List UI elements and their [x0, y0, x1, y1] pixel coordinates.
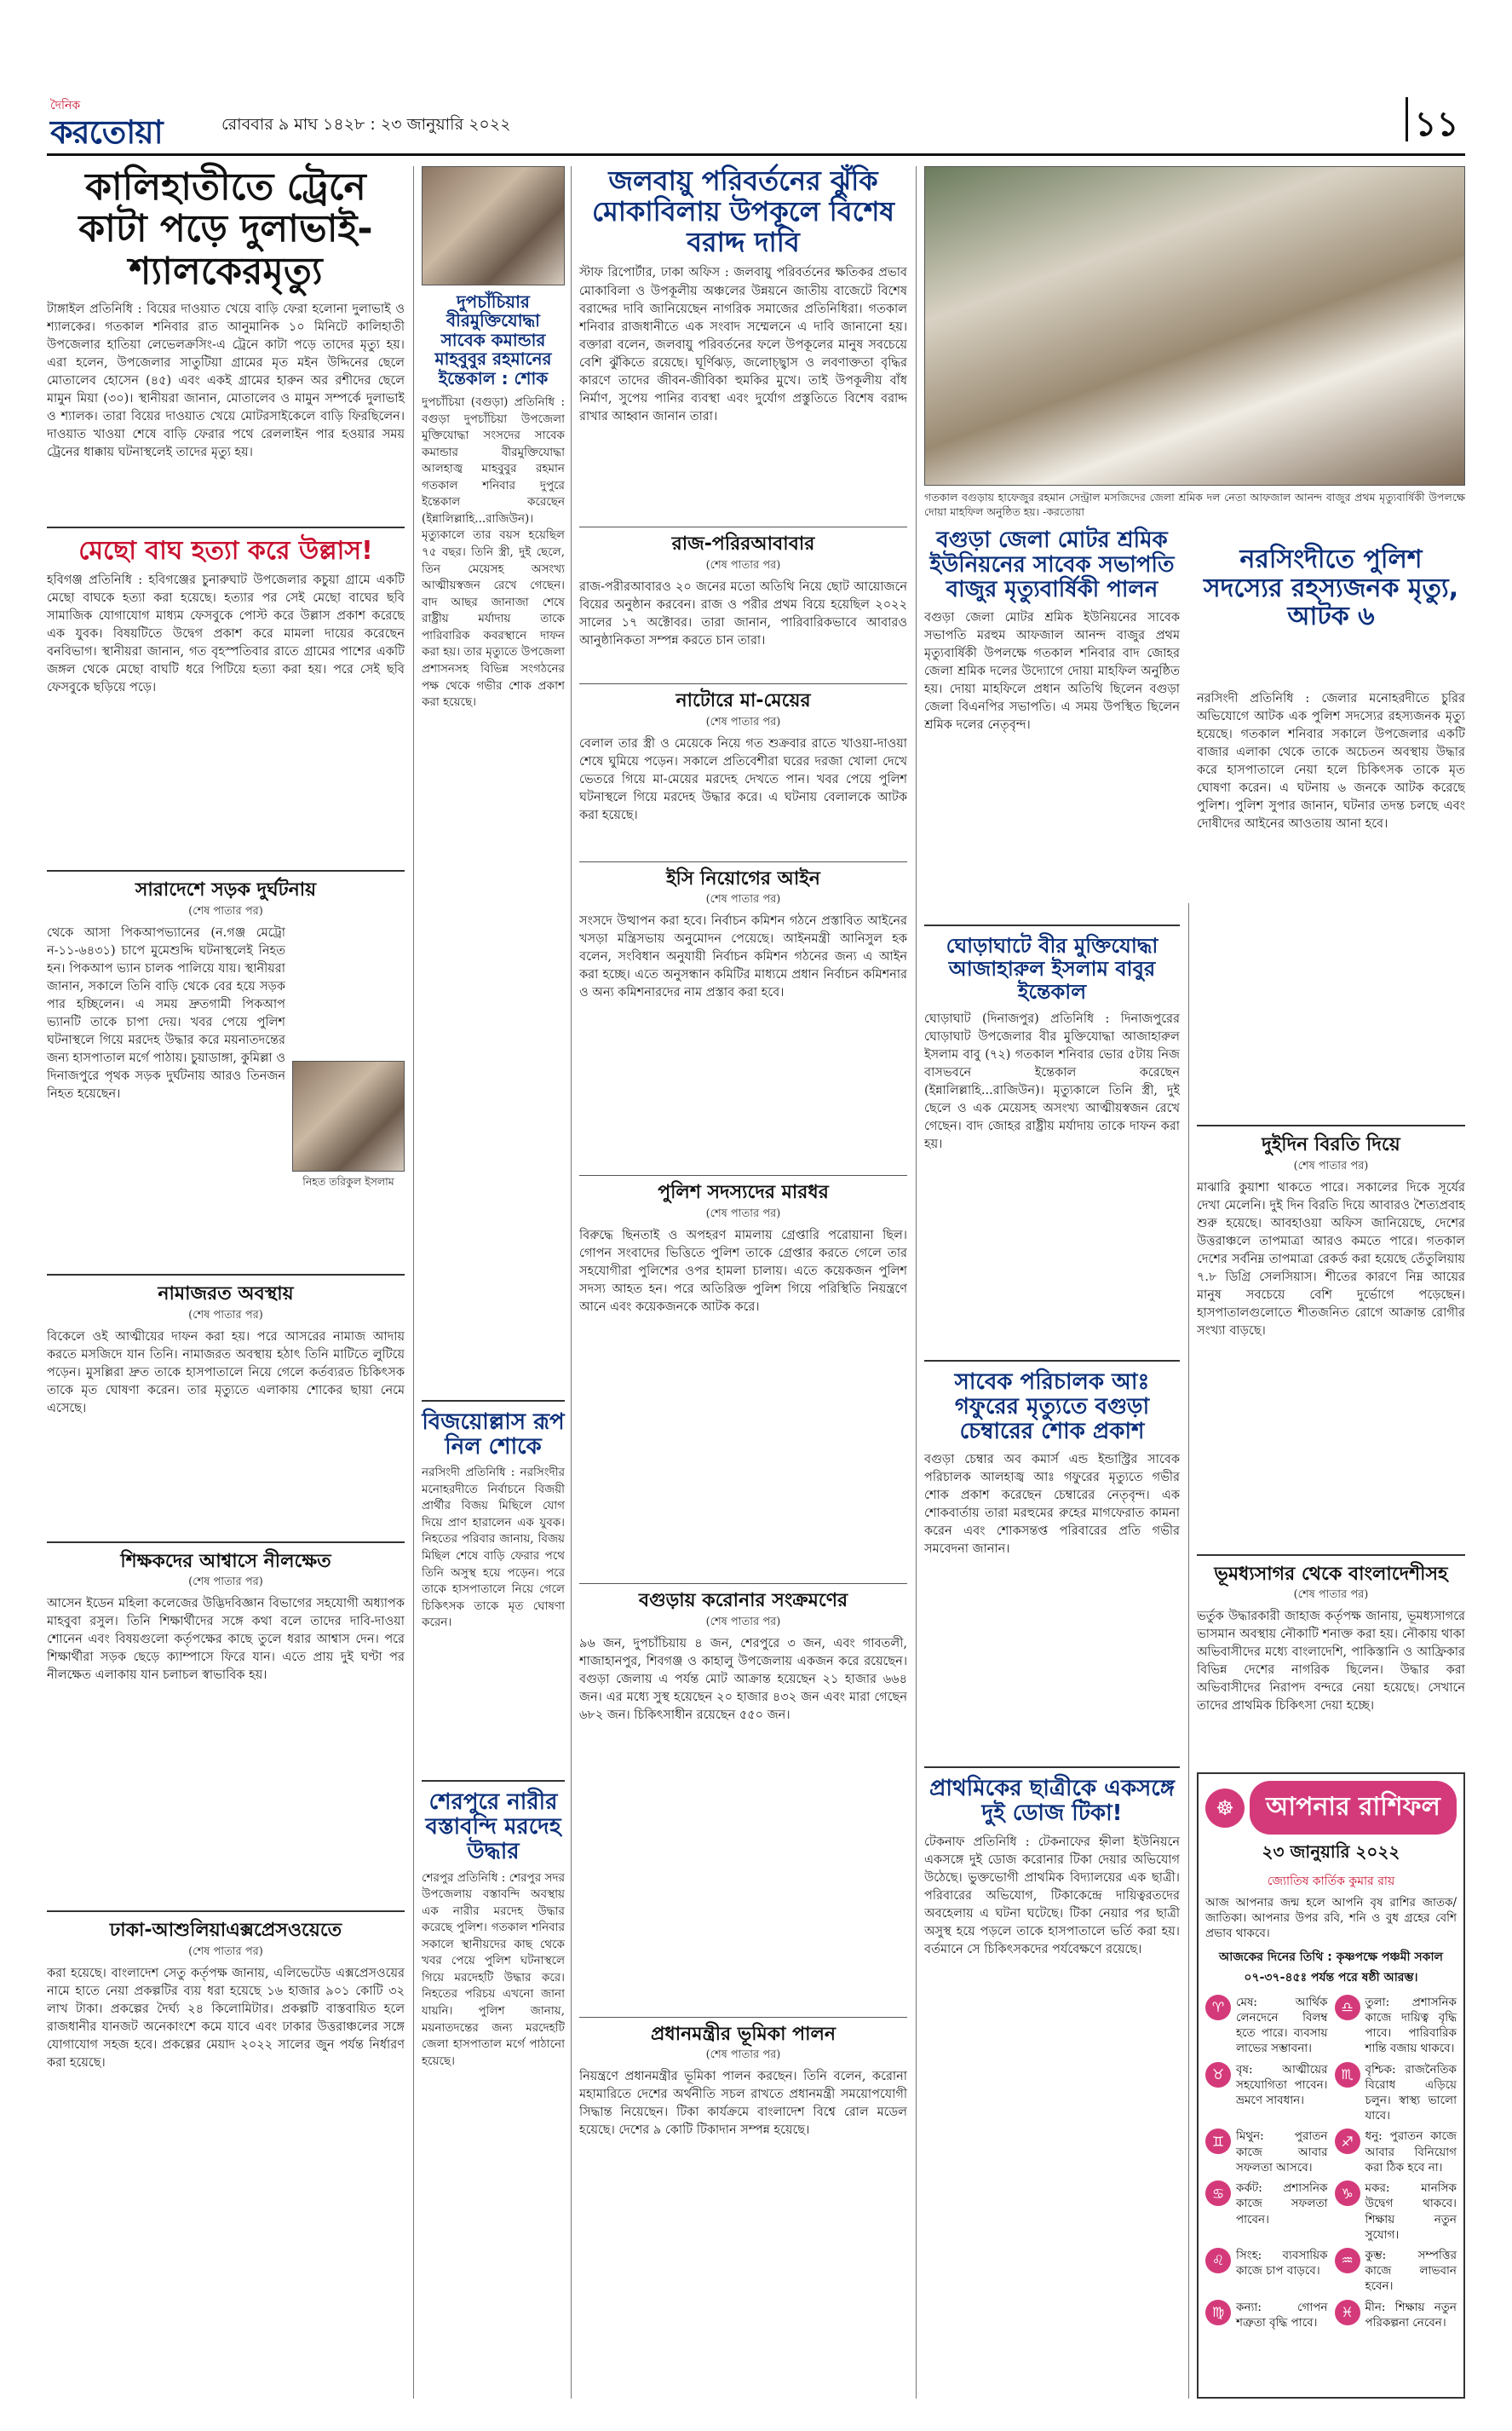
headline-weather: দুইদিন বিরতি দিয়ে — [1262, 1134, 1400, 1155]
zodiac-sign-item — [1205, 2129, 1328, 2175]
story-schoolgirl-body: টেকনাফ প্রতিনিধি : টেকনাফের হ্নীলা ইউনিয়নে একসঙ্গে দুই ডোজ করোনার টিকা দেয়ার অভিযোগ উঠেছে। ভুক্তভোগী প্রাথমিক বিদ্যালয়ের এক ছাত্রী। পরিবারের অভিযোগ, টিকাকেন্দ্রে দায়িত্বরতদের অবহেলায় এ ঘটনা ঘটেছে। টিকা নেয়ার পর ছাত্রী অসুস্থ হয়ে পড়লে তাকে হাসপাতালে ভর্তি করা হয়। বর্তমানে সে চিকিৎসকদের পর্যবেক্ষণে রয়েছে। — [924, 1835, 1180, 1956]
continued-label: (শেষ পাতার পর) — [705, 559, 781, 573]
zodiac-sign-item — [1335, 2129, 1457, 2175]
headline-sherpur: শেরপুরে নারীর বস্তাবন্দি মরদেহ উদ্ধার — [425, 1789, 561, 1865]
zodiac-sign-item — [1205, 2180, 1328, 2243]
rashifal-author: জ্যোতিষ কার্তিক কুমার রায় — [1267, 1875, 1395, 1888]
rashifal-title: আপনার রাশিফল — [1250, 1781, 1457, 1835]
zodiac-sign-item — [1205, 1995, 1328, 2057]
divider — [47, 870, 405, 872]
zodiac-symbol-icon: ♍ — [1205, 2300, 1231, 2325]
story-weather-body: মাঝারি কুয়াশা থাকতে পারে। সকালের দিকে সূর্যের দেখা মেলেনি। দুই দিন বিরতি দিয়ে আবারও শৈত্যপ্রবাহ শুরু হয়েছে। আবহাওয়া অফিস জানিয়েছে, দেশের উত্তরাঞ্চলে তাপমাত্রা আরও কমতে পারে। গতকাল দেশের সর্বনিম্ন তাপমাত্রা রেকর্ড করা হয়েছে তেঁতুলিয়ায় ৭.৮ ডিগ্রি সেলসিয়াস। শীতের কারণে নিম্ন আয়ের মানুষ সবচেয়ে বেশি দুর্ভোগে পড়েছেন। হাসপাতালগুলোতে শীতজনিত রোগে আক্রান্ত রোগীর সংখ্যা বাড়ছে। — [1197, 1180, 1465, 1338]
continued-label: (শেষ পাতার পর) — [1293, 1159, 1369, 1172]
column-divider — [413, 166, 414, 2399]
zodiac-symbol-icon: ♐ — [1335, 2129, 1360, 2154]
zodiac-sign-item — [1335, 2180, 1457, 2243]
zodiac-sign-item — [1205, 2062, 1328, 2124]
zodiac-sign-item — [1205, 2248, 1328, 2295]
divider — [924, 1360, 1180, 1362]
column-2 — [422, 166, 565, 2245]
zodiac-sign-text: তুলা: প্রশাসনিক কাজে দায়িত্ব বৃদ্ধি পাবে। পারিবারিক শান্তি বজায় থাকবে। — [1365, 1995, 1457, 2056]
continued-label: (শেষ পাতার পর) — [705, 1207, 781, 1220]
headline-climate: জলবায়ু পরিবর্তনের ঝুঁকি মোকাবিলায় উপকূলে বিশেষ বরাদ্দ দাবি — [591, 164, 895, 258]
zodiac-sign-text: মেষ: আর্থিক লেনদেনে বিলম্ব হতে পারে। ব্যবসায় লাভের সম্ভাবনা। — [1236, 1995, 1328, 2056]
divider — [579, 861, 907, 862]
story-road-body: থেকে আসা পিকআপভ্যানের (ন.গঞ্জ মেট্রো ন-১১-৬৪৩১) চাপে মুমেশুদ্দি ঘটনাস্থলেই নিহত হন। পিকআপ ভ্যান চালক পালিয়ে যায়। স্থানীয়রা জানান, সকালে তিনি বাড়ি থেকে বের হয়ে সড়ক পার হচ্ছিলেন। এ সময় দ্রুতগামী পিকআপ ভ্যানটি তাকে চাপা দেয়। খবর পেয়ে পুলিশ ঘটনাস্থলে গিয়ে মরদেহ উদ্ধার করে ময়নাতদন্তের জন্য হাসপাতাল মর্গে পাঠায়। চুয়াডাঙ্গা, কুমিল্লা ও দিনাজপুরে পৃথক সড়ক দুর্ঘটনায় আরও তিনজন নিহত হয়েছেন। — [47, 926, 285, 1102]
column-divider — [571, 166, 572, 2399]
story-pm-body: নিয়ন্ত্রণে প্রধানমন্ত্রীর ভূমিকা পালন করছেন। তিনি বলেন, করোনা মহামারিতে দেশের অর্থনীতি সচল রাখতে প্রধানমন্ত্রী সময়োপযোগী সিদ্ধান্ত নিয়েছেন। টিকা কার্যক্রমে বাংলাদেশ বিশ্বে রোল মডেল হয়েছে। দেশের ৯ কোটি টিকাদান সম্পন্ন হয়েছে। — [579, 2070, 907, 2138]
headline-gofur: সাবেক পরিচালক আঃ গফুরের মৃত্যুতে বগুড়া চেম্বারের শোক প্রকাশ — [954, 1368, 1150, 1445]
headline-pm: প্রধানমন্ত্রীর ভূমিকা পালন — [651, 2023, 836, 2045]
divider — [47, 1274, 405, 1276]
zodiac-wheel-icon: ☸ — [1205, 1789, 1245, 1828]
divider — [924, 1766, 1180, 1768]
headline-covid: বগুড়ায় করোনার সংক্রমণের — [638, 1589, 848, 1611]
zodiac-symbol-icon: ♎ — [1335, 1995, 1360, 2020]
headline-narsingdi: নরসিংদীতে পুলিশ সদস্যের রহস্যজনক মৃত্যু, আটক ৬ — [1203, 544, 1459, 632]
continued-label: (শেষ পাতার পর) — [1293, 1588, 1369, 1602]
zodiac-symbol-icon: ♑ — [1335, 2180, 1360, 2206]
newspaper-logo — [47, 94, 200, 151]
zodiac-sign-text: মিথুন: পুরাতন কাজে আবার সফলতা আসবে। — [1236, 2129, 1328, 2175]
page-number: ১১ — [1406, 97, 1465, 141]
zodiac-symbol-icon: ♒ — [1335, 2248, 1360, 2273]
story-natore-body: বেলাল তার স্ত্রী ও মেয়েকে নিয়ে গত শুক্রবার রাতে খাওয়া-দাওয়া শেষে ঘুমিয়ে পড়েন। সকালে প্রতিবেশীরা ঘরের দরজা খোলা দেখে ভেতরে গিয়ে মা-মেয়ের মরদেহ দেখতে পান। খবর পেয়ে পুলিশ ঘটনাস্থলে গিয়ে মরদেহ উদ্ধার করে। এ ঘটনায় বেলালকে আটক করা হয়েছে। — [579, 736, 907, 822]
headline-prayer: নামাজরত অবস্থায় — [158, 1283, 294, 1305]
zodiac-sign-text: কুম্ভ: সম্পত্তির কাজে লাভবান হবেন। — [1365, 2248, 1457, 2294]
mosque-gathering-photo — [924, 166, 1465, 486]
story-tiger-body: হবিগঞ্জ প্রতিনিধি : হবিগঞ্জের চুনারুঘাট উপজেলার কচুয়া গ্রামে একটি মেছো বাঘকে হত্যা করা হয়েছে। হত্যার পর সেই মেছো বাঘের ছবি সামাজিক যোগাযোগ মাধ্যম ফেসবুকে পোস্ট করে উল্লাস প্রকাশ করেছে এক যুবক। বিষয়টিতে উদ্বেগ প্রকাশ করে মামলা দায়ের করেছেন বনবিভাগ। স্থানীয়রা জানান, গত বৃহস্পতিবার রাতে গ্রামের পাশের একটি জঙ্গল থেকে মেছো বাঘটি ধরে পিটিয়ে হত্যা করা হয়। পরে সেই ছবি ফেসবুকে ছড়িয়ে পড়ে। — [47, 573, 405, 695]
story-prayer-body: বিকেলে ওই আত্মীয়ের দাফন করা হয়। পরে আসরের নামাজ আদায় করতে মসজিদে যান তিনি। নামাজরত অবস্থায় হঠাৎ তিনি মাটিতে লুটিয়ে পড়েন। মুসল্লিরা দ্রুত তাকে হাসপাতালে নিয়ে গেলে কর্তব্যরত চিকিৎসক তাকে মৃত ঘোষণা করেন। তার মৃত্যুতে এলাকায় শোকের ছায়া নেমে এসেছে। — [47, 1329, 405, 1415]
story-bijoy-body: নরসিংদী প্রতিনিধি : নরসিংদীর মনোহরদীতে নির্বাচনে বিজয়ী প্রার্থীর বিজয় মিছিলে যোগ দিয়ে প্রাণ হারালেন এক যুবক। নিহতের পরিবার জানায়, বিজয় মিছিল শেষে বাড়ি ফেরার পথে তিনি অসুস্থ হয়ে পড়েন। পরে তাকে হাসপাতালে নিয়ে গেলে চিকিৎসক তাকে মৃত ঘোষণা করেন। — [422, 1466, 565, 1630]
headline-ec: ইসি নিয়োগের আইন — [666, 867, 820, 890]
zodiac-symbol-icon: ♉ — [1205, 2062, 1231, 2088]
story-ocean-body: ভর্তুক উদ্ধারকারী জাহাজ কর্তৃপক্ষ জানায়, ভূমধ্যসাগরে ভাসমান অবস্থায় নৌকাটি শনাক্ত করা হয়। নৌকায় থাকা অভিবাসীদের মধ্যে বাংলাদেশি, পাকিস্তানি ও আফ্রিকার বিভিন্ন দেশের নাগরিক ছিলেন। উদ্ধার করা অভিবাসীদের নিরাপদ বন্দরে নেয়া হয়েছে। সেখানে তাদের প্রাথমিক চিকিৎসা দেয়া হচ্ছে। — [1197, 1610, 1465, 1714]
mosque-photo-block — [924, 166, 1465, 520]
column-5-body — [1197, 690, 1465, 1821]
divider — [422, 1780, 565, 1782]
headline-worker: বগুড়া জেলা মোটর শ্রমিক ইউনিয়নের সাবেক সভাপতি বাজুর মৃত্যুবার্ষিকী পালন — [929, 527, 1175, 603]
story-teacher-body: আসেন ইডেন মহিলা কলেজের উদ্ভিদবিজ্ঞান বিভাগের সহযোগী অধ্যাপক মাহবুবা রসুল। তিনি শিক্ষার্থীদের সঙ্গে কথা বলে তাদের দাবি-দাওয়া শোনেন এবং বিষয়গুলো কর্তৃপক্ষের কাছে তুলে ধরার আশ্বাস দেন। পরে শিক্ষার্থীরা সড়ক ছেড়ে ক্যাম্পাসে ফিরে যান। এতে প্রায় দুই ঘণ্টা পর নীলক্ষেত এলাকায় যান চলাচল স্বাভাবিক হয়। — [47, 1597, 405, 1683]
story-rajshahi-body: রাজ-পরীরআবারও ২০ জনের মতো অতিথি নিয়ে ছোট আয়োজনে বিয়ের অনুষ্ঠান করবেন। রাজ ও পরীর প্রথম বিয়ে হয়েছিল ২০২২ সালের ১৭ অক্টোবর। তারা জানান, পারিবারিকভাবে আবারও আনুষ্ঠানিকতা সম্পন্ন করতে চান তারা। — [579, 580, 907, 648]
zodiac-sign-item — [1205, 2300, 1328, 2330]
continued-label: (শেষ পাতার পর) — [188, 1576, 263, 1589]
zodiac-sign-text: মীন: শিক্ষায় নতুন পরিকল্পনা নেবেন। — [1365, 2300, 1457, 2330]
story-climate-body: স্টাফ রিপোর্টার, ঢাকা অফিস : জলবায়ু পরিবর্তনের ক্ষতিকর প্রভাব মোকাবিলা ও উপকূলীয় অঞ্চলের উন্নয়নে জাতীয় বাজেটে বিশেষ বরাদ্দের দাবি জানিয়েছেন নাগরিক সমাজের প্রতিনিধিরা। গতকাল শনিবার রাজধানীতে এক সংবাদ সম্মেলনে এ দাবি জানানো হয়। বক্তারা বলেন, জলবায়ু পরিবর্তনের ফলে উপকূলের মানুষ সবচেয়ে বেশি ঝুঁকিতে রয়েছে। ঘূর্ণিঝড়, জলোচ্ছ্বাস ও লবণাক্ততা বৃদ্ধির কারণে তাদের জীবন-জীবিকা হুমকির মুখে। তাই উপকূলীয় বাঁধ নির্মাণ, সুপেয় পানির ব্যবস্থা এবং দুর্যোগ প্রস্তুতিতে বিশেষ বরাদ্দ রাখার আহ্বান জানান তারা। — [579, 266, 907, 423]
zodiac-sign-text: মকর: মানসিক উদ্বেগ থাকবে। শিক্ষায় নতুন সুযোগ। — [1365, 2181, 1457, 2242]
story-worker-body: বগুড়া জেলা মোটর শ্রমিক ইউনিয়নের সাবেক সভাপতি মরহুম আফজাল আনন্দ বাজুর প্রথম মৃত্যুবার্ষিকী উপলক্ষে গতকাল শনিবার বাদ জোহর জেলা শ্রমিক দলের উদ্যোগে দোয়া মাহফিল অনুষ্ঠিত হয়। দোয়া মাহফিলে প্রধান অতিথি ছিলেন বগুড়া জেলা বিএনপির সভাপতি। এ সময় উপস্থিত ছিলেন শ্রমিক দলের নেতৃবৃন্দ। — [924, 611, 1180, 733]
story-covid-body: ৯৬ জন, দুপচাঁচিয়ায় ৪ জন, শেরপুরে ৩ জন, এবং গাবতলী, শাজাহানপুর, শিবগঞ্জ ও কাহালু উপজেলায় একজন করে রয়েছেন। বগুড়া জেলায় এ পর্যন্ত মোট আক্রান্ত হয়েছেন ২১ হাজার ৬৬৪ জন। এর মধ্যে সুস্থ হয়েছেন ২০ হাজার ৪৩২ জন এবং মারা গেছেন ৬৮২ জন। চিকিৎসাধীন রয়েছেন ৫৫০ জন। — [579, 1636, 907, 1722]
column-1 — [47, 166, 405, 2365]
story-sherpur-body: শেরপুর প্রতিনিধি : শেরপুর সদর উপজেলায় বস্তাবন্দি অবস্থায় এক নারীর মরদেহ উদ্ধার করেছে পুলিশ। গতকাল শনিবার সকালে স্থানীয়দের কাছ থেকে খবর পেয়ে পুলিশ ঘটনাস্থলে গিয়ে মরদেহটি উদ্ধার করে। নিহতের পরিচয় এখনো জানা যায়নি। পুলিশ জানায়, ময়নাতদন্তের জন্য মরদেহটি জেলা হাসপাতাল মর্গে পাঠানো হয়েছে। — [422, 1870, 565, 2068]
zodiac-signs-grid — [1205, 1995, 1457, 2336]
column-divider — [916, 166, 917, 2399]
continued-label: (শেষ পাতার পর) — [705, 2048, 781, 2062]
divider — [579, 683, 907, 684]
continued-label: (শেষ পাতার পর) — [188, 905, 263, 919]
zodiac-sign-item — [1335, 2062, 1457, 2124]
column-5 — [1197, 545, 1465, 631]
rashifal-intro: আজ আপনার জন্ম হলে আপনি বৃষ রাশির জাতক/জাতিকা। আপনার উপর রবি, শনি ও বুধ গ্রহের বেশি প্রভাব থাকবে। — [1205, 1896, 1457, 1941]
divider — [579, 1583, 907, 1584]
story-expressway-body: করা হয়েছে। বাংলাদেশ সেতু কর্তৃপক্ষ জানায়, এলিভেটেড এক্সপ্রেসওয়ের নামে হাতে নেয়া প্রকল্পটির ব্যয় ধরা হয়েছে ১৬ হাজার ৯০১ কোটি ৩২ লাখ টাকা। প্রকল্পের দৈর্ঘ্য ২৪ কিলোমিটার। প্রকল্পটি বাস্তবায়িত হলে রাজধানীর যানজট অনেকাংশে কমে যাবে এবং ঢাকার উত্তরাঞ্চলের সঙ্গে যোগাযোগ সহজ হবে। প্রকল্পের মেয়াদ ২০২২ সালের জুন পর্যন্ত নির্ধারণ করা হয়েছে। — [47, 1966, 405, 2070]
headline-teacher: শিক্ষকদের আশ্বাসে নীলক্ষেত — [120, 1550, 331, 1572]
headline-rajshahi: রাজ-পরিরআবাবার — [671, 533, 815, 556]
divider — [579, 2017, 907, 2018]
column-3 — [579, 166, 907, 2426]
column-4 — [924, 528, 1180, 2192]
headline-schoolgirl: প্রাথমিকের ছাত্রীকে একসঙ্গে দুই ডোজ টিকা! — [928, 1776, 1175, 1827]
headline-ghoraghat: ঘোড়াঘাটে বীর মুক্তিযোদ্ধা আজাহারুল ইসলাম বাবুর ইন্তেকাল — [946, 934, 1158, 1005]
divider — [579, 1175, 907, 1176]
logo-name: করতোয়া — [50, 113, 163, 151]
obituary-photo — [422, 166, 565, 285]
zodiac-symbol-icon: ♈ — [1205, 1995, 1231, 2020]
story-police-body: বিরুদ্ধে ছিনতাই ও অপহরণ মামলায় গ্রেপ্তারি পরোয়ানা ছিল। গোপন সংবাদের ভিত্তিতে পুলিশ তাকে গ্রেপ্তার করতে গেলে তার সহযোগীরা পুলিশের ওপর হামলা চালায়। এতে কয়েকজন পুলিশ সদস্য আহত হন। পরে অতিরিক্ত পুলিশ গিয়ে পরিস্থিতি নিয়ন্ত্রণে আনে এবং কয়েকজনকে আটক করে। — [579, 1228, 907, 1315]
rashifal-today: আজকের দিনের তিথি : কৃষ্ণপক্ষে পঞ্চমী সকাল ০৭-৩৭-৪৫ঃ পর্যন্ত পরে ষষ্ঠী আরম্ভ। — [1219, 1950, 1443, 1985]
rashifal-date: ২৩ জানুয়ারি ২০২২ — [1262, 1841, 1400, 1862]
divider — [924, 925, 1180, 926]
zodiac-symbol-icon: ♓ — [1335, 2300, 1360, 2325]
story-ec-body: সংসদে উত্থাপন করা হবে। নির্বাচন কমিশন গঠনে প্রস্তাবিত আইনের খসড়া মন্ত্রিসভায় অনুমোদন পেয়েছে। আইনমন্ত্রী আনিসুল হক বলেন, সংবিধান অনুযায়ী নির্বাচন কমিশন গঠনের জন্য এ আইন করা হচ্ছে। এতে অনুসন্ধান কমিটির মাধ্যমে প্রধান নির্বাচন কমিশনার ও অন্য কমিশনারদের নাম প্রস্তাব করা হবে। — [579, 914, 907, 1000]
story-gofur-body: বগুড়া চেম্বার অব কমার্স এন্ড ইন্ডাস্ট্রির সাবেক পরিচালক আলহাজ্ব আঃ গফুরের মৃত্যুতে গভীর শোক প্রকাশ করেছেন চেম্বারের নেতৃবৃন্দ। এক শোকবার্তায় তারা মরহুমের রুহের মাগফেরাত কামনা করেন এবং শোকসন্তপ্ত পরিবারের প্রতি গভীর সমবেদনা জানান। — [924, 1453, 1180, 1557]
headline-ocean: ভূমধ্যসাগর থেকে বাংলাদেশীসহ — [1214, 1563, 1448, 1585]
divider — [1197, 1554, 1465, 1556]
rashifal-box — [1197, 1772, 1465, 2399]
headline-bijoy: বিজয়োল্লাস রূপ নিল শোকে — [422, 1408, 565, 1460]
headline-natore: নাটোরে মা-মেয়ের — [676, 690, 811, 712]
masthead-rule — [47, 153, 1465, 156]
headline-tiger: মেছো বাঘ হত্যা করে উল্লাস! — [78, 535, 373, 566]
headline-road: সারাদেশে সড়ক দুর্ঘটনায় — [135, 879, 317, 902]
dateline: রোববার ৯ মাঘ ১৪২৮ : ২৩ জানুয়ারি ২০২২ — [221, 115, 511, 134]
zodiac-sign-text: বৃষ: আত্মীয়ের সহযোগিতা পাবেন। ভ্রমণে সাবধান। — [1236, 2062, 1328, 2107]
zodiac-sign-text: কন্যা: গোপন শত্রুতা বৃদ্ধি পাবে। — [1236, 2300, 1328, 2330]
story-train-body: টাঙ্গাইল প্রতিনিধি : বিয়ের দাওয়াত খেয়ে বাড়ি ফেরা হলোনা দুলাভাই ও শ্যালকের। গতকাল শনিবার রাত আনুমানিক ১০ মিনিটে কালিহাতী উপজেলার হাতিয়া লেভেলক্রসিং-এ ট্রেনে কাটা পড়ে তাদের মৃত্যু হয়। এরা হলেন, উপজেলার সাতুটিয়া গ্রামের মৃত মইন উদ্দিনের ছেলে মোতালেব হোসেন (৪৫) এবং একই গ্রামের হারুন অর রশীদের ছেলে মামুন মিয়া (৩০)। স্থানীয়রা জানান, মোতালেব ও মামুন সম্পর্কে দুলাভাই ও শ্যালক। তারা বিয়ের দাওয়াত খেয়ে মোটরসাইকেলে বাড়ি ফিরছিলেন। দাওয়াত খাওয়া শেষে বাড়ি ফেরার পথে রেললাইন পার হওয়ার সময় ট্রেনের ধাক্কায় ঘটনাস্থলেই তাদের মৃত্যু হয়। — [47, 302, 405, 459]
zodiac-symbol-icon: ♊ — [1205, 2129, 1231, 2154]
zodiac-symbol-icon: ♌ — [1205, 2248, 1231, 2273]
divider — [47, 1910, 405, 1912]
zodiac-sign-text: কর্কট: প্রশাসনিক কাজে সফলতা পাবেন। — [1236, 2181, 1328, 2226]
zodiac-symbol-icon: ♏ — [1335, 2062, 1360, 2088]
zodiac-sign-text: সিংহ: ব্যবসায়িক কাজে চাপ বাড়বে। — [1236, 2248, 1328, 2278]
divider — [47, 527, 405, 528]
zodiac-sign-item — [1335, 2248, 1457, 2295]
mosque-photo-caption: গতকাল বগুড়ায় হাফেজুর রহমান সেন্ট্রাল মসজিদের জেলা শ্রমিক দল নেতা আফজাল আনন্দ বাজুর প্রথম মৃত্যুবার্ষিকী উপলক্ষে দোয়া মাহফিল অনুষ্ঠিত হয়। -করতোয়া — [924, 491, 1465, 518]
continued-label: (শেষ পাতার পর) — [705, 1615, 781, 1628]
continued-label: (শেষ পাতার পর) — [188, 1944, 263, 1958]
zodiac-sign-item — [1335, 2300, 1457, 2330]
continued-label: (শেষ পাতার পর) — [705, 715, 781, 729]
victim-photo — [292, 1061, 405, 1172]
story-obituary-body: দুপচাঁচিয়া (বগুড়া) প্রতিনিধি : বগুড়া দুপচাঁচিয়া উপজেলা মুক্তিযোদ্ধা সংসদের সাবেক কমান্ডার বীরমুক্তিযোদ্ধা আলহাজ্ব মাহবুবুর রহমান গতকাল শনিবার দুপুরে ইন্তেকাল করেছেন (ইন্নালিল্লাহি...রাজিউন)। মৃত্যুকালে তার বয়স হয়েছিল ৭৫ বছর। তিনি স্ত্রী, দুই ছেলে, তিন মেয়েসহ অসংখ্য আত্মীয়স্বজন রেখে গেছেন। বাদ আছর জানাজা শেষে রাষ্ট্রীয় মর্যাদায় তাকে পারিবারিক কবরস্থানে দাফন করা হয়। তার মৃত্যুতে উপজেলা প্রশাসনসহ বিভিন্ন সংগঠনের পক্ষ থেকে গভীর শোক প্রকাশ করা হয়েছে। — [422, 395, 565, 710]
headline-police: পুলিশ সদস্যদের মারধর — [658, 1182, 829, 1204]
story-ghoraghat-body: ঘোড়াঘাট (দিনাজপুর) প্রতিনিধি : দিনাজপুরের ঘোড়াঘাট উপজেলার বীর মুক্তিযোদ্ধা আজাহারুল ইসলাম বাবু (৭২) গতকাল শনিবার ভোর ৫টায় নিজ বাসভবনে ইন্তেকাল করেছেন (ইন্নালিল্লাহি...রাজিউন)। মৃত্যুকালে তিনি স্ত্রী, দুই ছেলে ও এক মেয়েসহ অসংখ্য আত্মীয়স্বজন রেখে গেছেন। বাদ জোহর রাষ্ট্রীয় মর্যাদায় তাকে দাফন করা হয়। — [924, 1011, 1180, 1152]
divider — [422, 1400, 565, 1402]
zodiac-symbol-icon: ♋ — [1205, 2180, 1231, 2206]
continued-label: (শেষ পাতার পর) — [188, 1308, 263, 1322]
masthead — [47, 94, 1465, 150]
zodiac-sign-item — [1335, 1995, 1457, 2057]
victim-photo-caption: নিহত তরিকুল ইসলাম — [302, 1175, 394, 1189]
headline-train: কালিহাতীতে ট্রেনে কাটা পড়ে দুলাভাই-শ্যালকেরমৃত্যু — [78, 165, 373, 293]
column-divider — [1188, 903, 1189, 2399]
story-narsingdi-body: নরসিংদী প্রতিনিধি : জেলার মনোহরদীতে চুরির অভিযোগে আটক এক পুলিশ সদস্যের রহস্যজনক মৃত্যু হয়েছে। গতকাল শনিবার সকালে উপজেলার একটি বাজার এলাকা থেকে তাকে অচেতন অবস্থায় উদ্ধার করে হাসপাতালে নেয়া হলে চিকিৎসক তাকে মৃত ঘোষণা করেন। এ ঘটনায় ৬ জনকে আটক করেছে পুলিশ। পুলিশ সুপার জানান, ঘটনার তদন্ত চলছে এবং দোষীদের আইনের আওতায় আনা হবে। — [1197, 692, 1465, 832]
headline-expressway: ঢাকা-আশুলিয়াএক্সপ্রেসওয়েতে — [109, 1920, 342, 1942]
zodiac-sign-text: ধনু: পুরাতন কাজে আবার বিনিয়োগ করা ঠিক হবে না। — [1365, 2129, 1457, 2175]
continued-label: (শেষ পাতার পর) — [705, 893, 781, 907]
zodiac-sign-text: বৃশ্চিক: রাজনৈতিক বিরোধ এড়িয়ে চলুন। স্বাস্থ্য ভালো যাবে। — [1365, 2062, 1457, 2123]
logo-daily: দৈনিক — [50, 99, 81, 112]
divider — [47, 1541, 405, 1543]
headline-obituary: দুপচাঁচিয়ার বীরমুক্তিযোদ্ধা সাবেক কমান্ডার মাহবুবুর রহমানের ইন্তেকাল : শোক — [434, 291, 552, 389]
divider — [1197, 1125, 1465, 1126]
